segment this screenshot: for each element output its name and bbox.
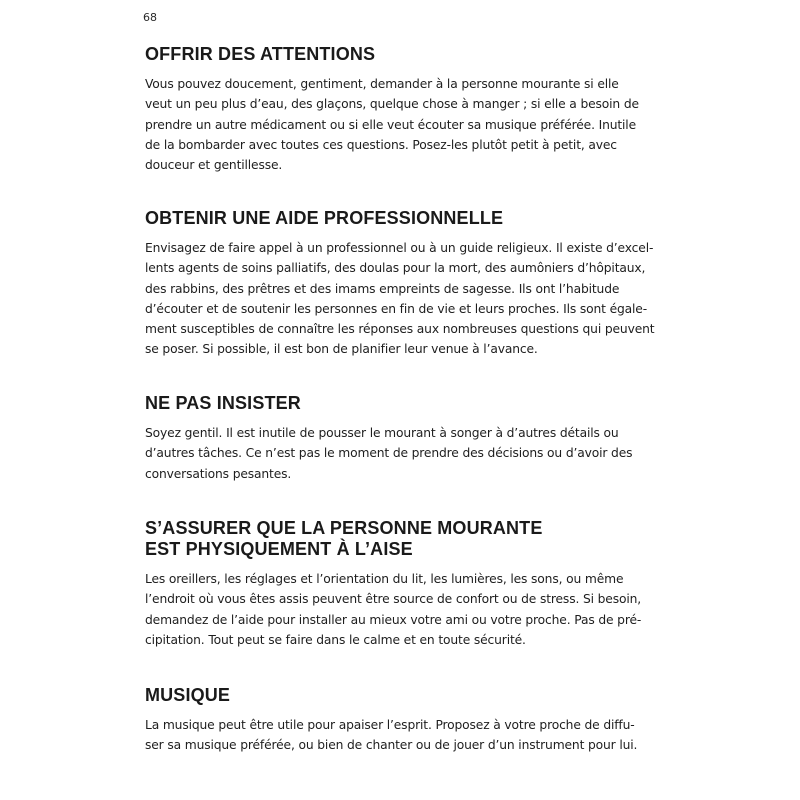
- text-line: l’endroit où vous êtes assis peuvent être source de confort ou de stress. Si besoin,: [145, 592, 642, 607]
- section-heading: [145, 393, 615, 414]
- text-line: Envisagez de faire appel à un professionnel ou à un guide religieux. Il existe d’excel-: [145, 241, 654, 255]
- section-body: [145, 569, 642, 650]
- text-line: cipitation. Tout peut se faire dans le calme et en toute sécurité.: [145, 632, 526, 647]
- section-heading-line: MUSIQUE: [145, 685, 231, 705]
- text-line: demandez de l’aide pour installer au mieux votre ami ou votre proche. Pas de pré-: [145, 612, 642, 627]
- text-line: veut un peu plus d’eau, des glaçons, quelque chose à manger ; si elle a besoin de: [145, 97, 639, 112]
- section-obtenir-une-aide-professionnelle: [145, 208, 655, 360]
- section-heading: [145, 518, 615, 560]
- section-body: [145, 423, 633, 484]
- section-offrir-des-attentions: [145, 44, 639, 175]
- text-line: lents agents de soins palliatifs, des doulas pour la mort, des aumôniers d’hôpitaux,: [145, 261, 646, 276]
- section-heading-line: EST PHYSIQUEMENT À L’AISE: [145, 539, 413, 559]
- section-musique: [145, 685, 638, 756]
- text-line: ser sa musique préférée, ou bien de chanter ou de jouer d’un instrument pour lui.: [145, 738, 638, 753]
- text-line: se poser. Si possible, il est bon de planifier leur venue à l’avance.: [145, 342, 538, 357]
- section-heading-line: NE PAS INSISTER: [145, 393, 301, 413]
- page-number: 68: [143, 11, 157, 24]
- text-line: d’écouter et de soutenir les personnes en fin de vie et leurs proches. Ils sont égale-: [145, 301, 647, 316]
- text-line: douceur et gentillesse.: [145, 158, 283, 173]
- text-line: conversations pesantes.: [145, 466, 292, 481]
- text-line: des rabbins, des prêtres et des imams empreints de sagesse. Ils ont l’habitude: [145, 281, 620, 296]
- section-heading-line: OBTENIR UNE AIDE PROFESSIONNELLE: [145, 208, 504, 228]
- section-heading-line: S’ASSURER QUE LA PERSONNE MOURANTE: [145, 518, 543, 538]
- text-line: Les oreillers, les réglages et l’orientation du lit, les lumières, les sons, ou même: [145, 572, 624, 586]
- section-body: [145, 238, 655, 360]
- section-ne-pas-insister: [145, 393, 633, 484]
- section-heading: [145, 44, 615, 65]
- text-line: de la bombarder avec toutes ces questions. Posez-les plutôt petit à petit, avec: [145, 137, 617, 152]
- section-body: [145, 715, 638, 756]
- text-line: Soyez gentil. Il est inutile de pousser le mourant à songer à d’autres détails ou: [145, 426, 619, 440]
- text-line: La musique peut être utile pour apaiser l’esprit. Proposez à votre proche de diffu-: [145, 718, 635, 732]
- text-line: Vous pouvez doucement, gentiment, demander à la personne mourante si elle: [145, 77, 619, 91]
- text-line: d’autres tâches. Ce n’est pas le moment de prendre des décisions ou d’avoir des: [145, 446, 633, 461]
- text-line: prendre un autre médicament ou si elle veut écouter sa musique préférée. Inutile: [145, 117, 636, 132]
- section-body: [145, 74, 639, 175]
- section-heading-line: OFFRIR DES ATTENTIONS: [145, 44, 376, 64]
- text-line: ment susceptibles de connaître les réponses aux nombreuses questions qui peuvent: [145, 322, 655, 337]
- section-heading: [145, 685, 615, 706]
- section-heading: [145, 208, 615, 229]
- section-confort-physique: [145, 518, 642, 650]
